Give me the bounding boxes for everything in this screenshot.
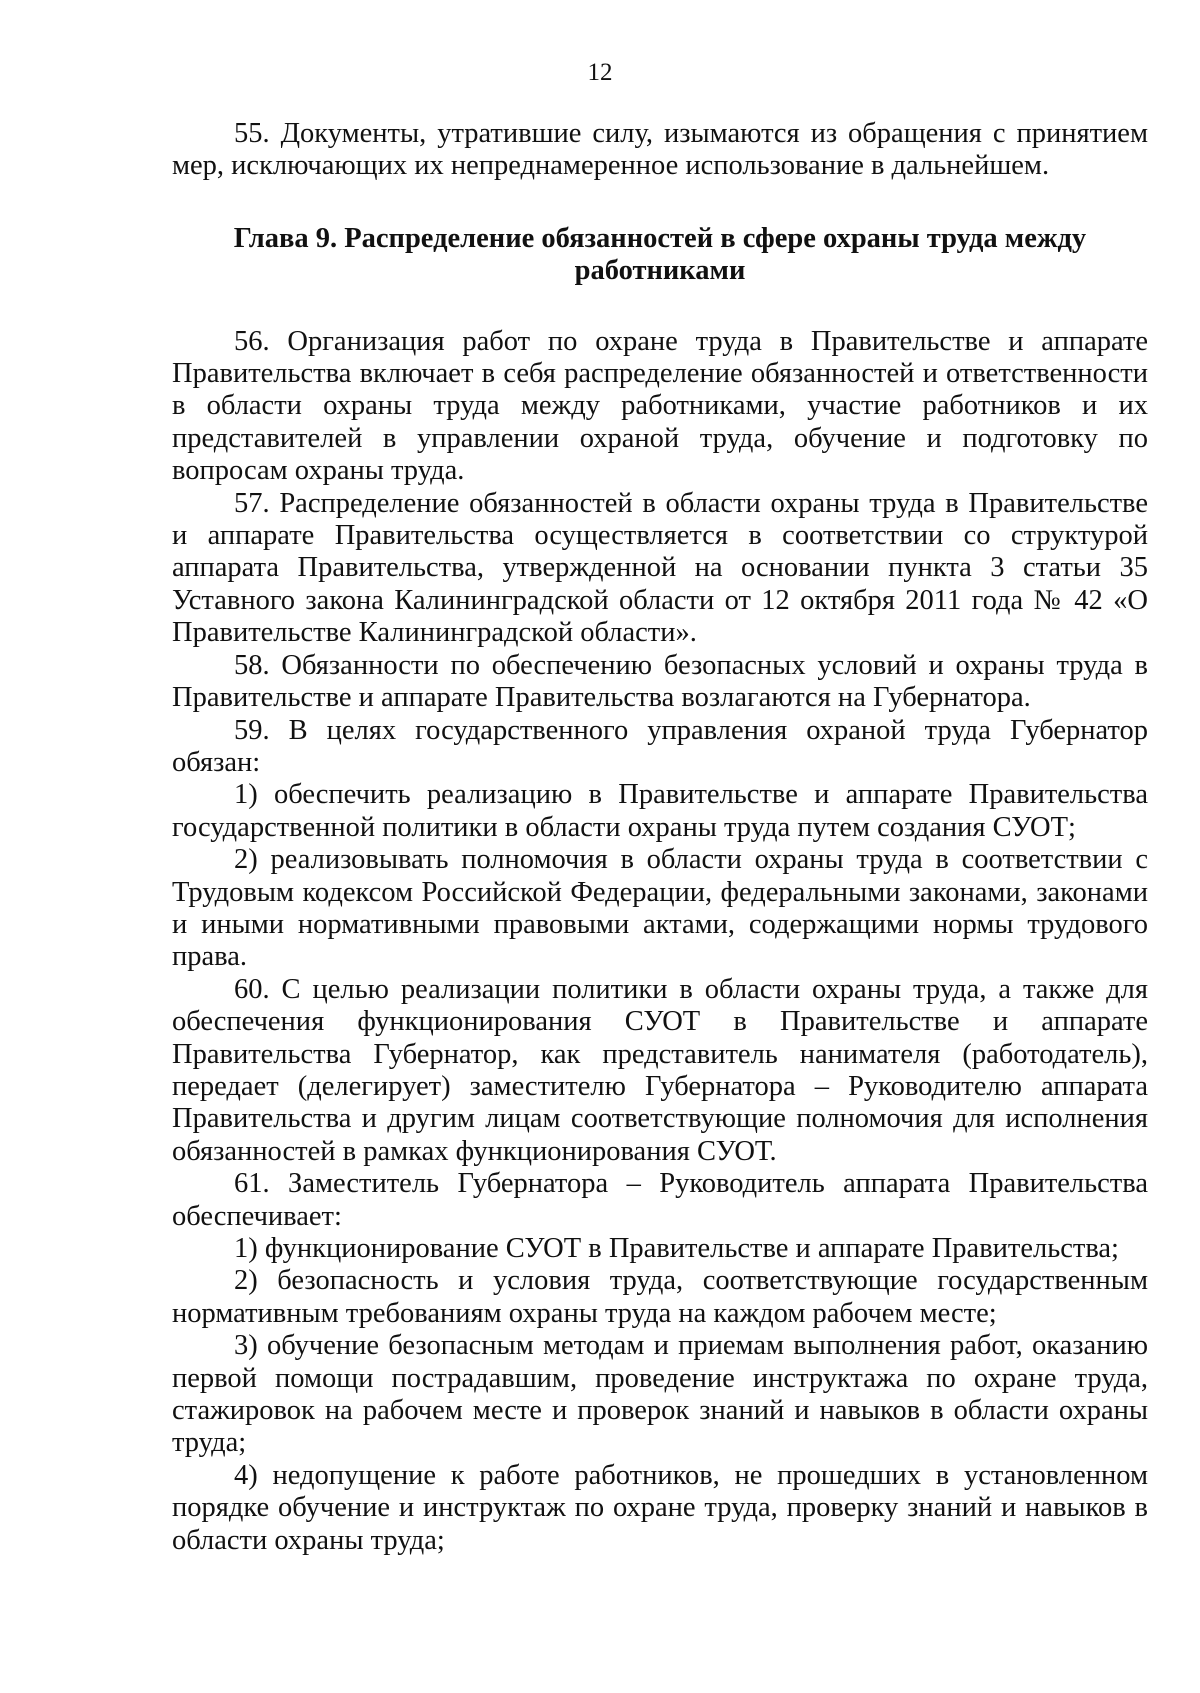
paragraph-59-item-2: 2) реализовывать полномочия в области охраны труда в соответствии с Трудовым кодексом Российской Федерации, федеральными законами, законами и иными нормативными правовыми актами, содержащими нормы трудового права. — [172, 844, 1148, 973]
paragraph-59-item-1: 1) обеспечить реализацию в Правительстве и аппарате Правительства государственной политики в области охраны труда путем создания СУОТ; — [172, 779, 1148, 843]
paragraph-56: 56. Организация работ по охране труда в Правительстве и аппарате Правительства включает в себя распределение обязанностей и ответственности в области охраны труда между работниками, участие работников и их представителей в управлении охраной труда, обучение и подготовку по вопросам охраны труда. — [172, 325, 1148, 487]
paragraph-55: 55. Документы, утратившие силу, изымаются из обращения с принятием мер, исключающих их непреднамеренное использование в дальнейшем. — [172, 118, 1148, 182]
paragraph-58: 58. Обязанности по обеспечению безопасных условий и охраны труда в Правительстве и аппарате Правительства возлагаются на Губернатора. — [172, 649, 1148, 714]
paragraph-61-item-4: 4) недопущение к работе работников, не прошедших в установленном порядке обучение и инструктаж по охране труда, проверку знаний и навыков в области охраны труда; — [172, 1459, 1148, 1556]
document-body — [172, 118, 1148, 1557]
page-number: 12 — [587, 59, 613, 86]
paragraph-61-item-1: 1) функционирование СУОТ в Правительстве и аппарате Правительства; — [234, 1233, 1119, 1264]
paragraph-60: 60. С целью реализации политики в области охраны труда, а также для обеспечения функционирования СУОТ в Правительстве и аппарате Правительства Губернатор, как представитель нанимателя (работодатель), передает (делегирует) заместителю Губернатора – Руководителю аппарата Правительства и другим лицам соответствующие полномочия для исполнения обязанностей в рамках функционирования СУОТ. — [172, 973, 1148, 1167]
paragraph-61-item-3: 3) обучение безопасным методам и приемам выполнения работ, оказанию первой помощи пострадавшим, проведение инструктажа по охране труда, стажировок на рабочем месте и проверок знаний и навыков в области охраны труда; — [172, 1330, 1148, 1459]
chapter-heading: Глава 9. Распределение обязанностей в сфере охраны труда между работниками — [233, 222, 1087, 287]
paragraph-61-item-2: 2) безопасность и условия труда, соответствующие государственным нормативным требованиям охраны труда на каждом рабочем месте; — [172, 1265, 1148, 1329]
paragraph-61: 61. Заместитель Губернатора – Руководитель аппарата Правительства обеспечивает: — [172, 1168, 1148, 1232]
paragraph-59: 59. В целях государственного управления охраной труда Губернатор обязан: — [172, 714, 1148, 778]
paragraph-57: 57. Распределение обязанностей в области охраны труда в Правительстве и аппарате Правительства осуществляется в соответствии со структурой аппарата Правительства, утвержденной на основании пункта 3 статьи 35 Уставного закона Калининградской области от 12 октября 2011 года № 42 «О Правительстве Калининградской области». — [172, 487, 1148, 649]
